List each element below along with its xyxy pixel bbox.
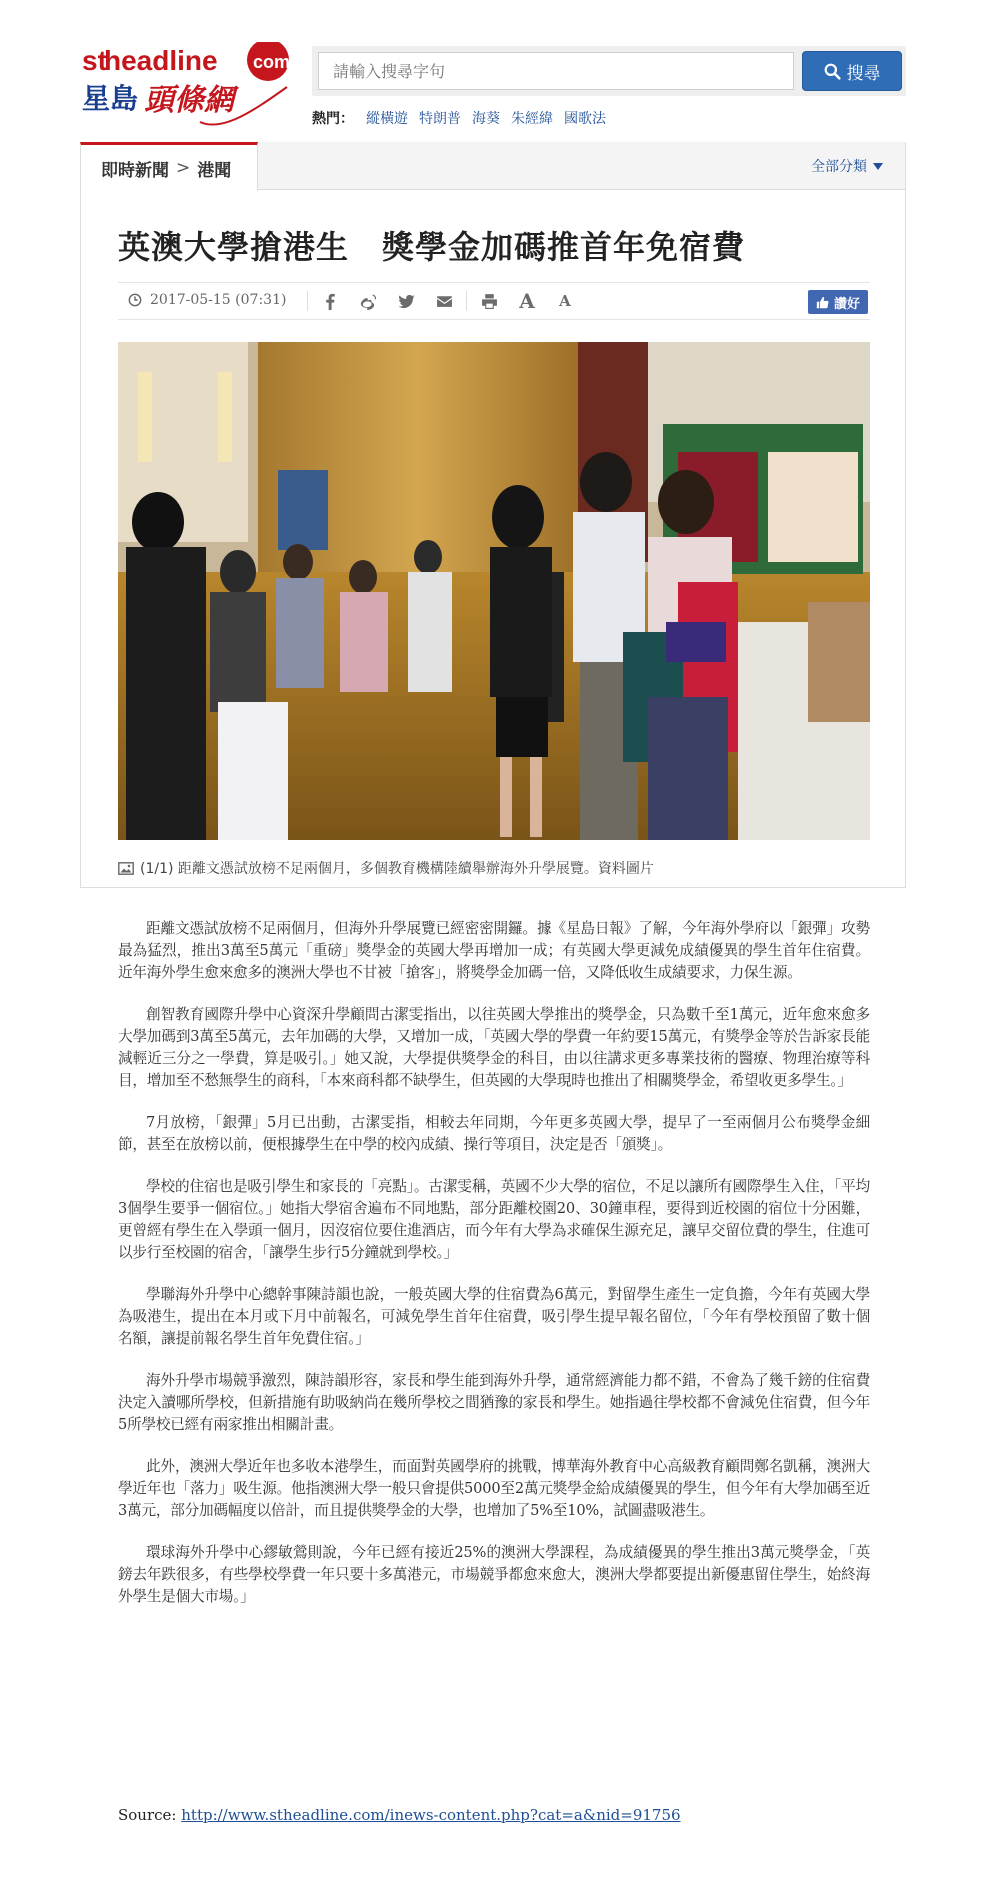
article-paragraph: 學校的住宿也是吸引學生和家長的「亮點」。古潔雯稱，英國不少大學的宿位，不足以讓所有國際學生入住，「平均3個學生要爭一個宿位。」她指大學宿舍遍布不同地點，部分距離校園20、30鐘車程，要得到近校園的宿位十分困難，更曾經有學生在入學頭一個月，因沒宿位要住進酒店，而今年有大學為求確保生源充足，讓早交留位費的學生，住進可以步行至校園的宿舍，「讓學生步行5分鐘就到學校。」 <box>118 1178 870 1261</box>
category-dropdown-label: 全部分類 <box>811 159 867 175</box>
hot-link[interactable]: 朱經緯 <box>511 111 553 127</box>
image-icon <box>118 862 134 875</box>
article-toolbar <box>118 282 870 320</box>
breadcrumb <box>80 142 258 191</box>
font-small-icon: A <box>559 292 571 310</box>
article-paragraph: 學聯海外升學中心總幹事陳詩韻也說，一般英國大學的住宿費為6萬元，對留學生產生一定負擔，今年有英國大學為吸港生，提出在本月或下月中前報名，可減免學生首年住宿費，吸引學生提早報名留位，「今年有學校預留了數十個名額，讓提前報名學生首年免費住宿。」 <box>118 1286 870 1347</box>
divider <box>307 291 308 311</box>
publish-date <box>128 292 286 308</box>
caption-text: (1/1) 距離文憑試放榜不足兩個月，多個教育機構陸續舉辦海外升學展覽。資料圖片 <box>140 861 654 877</box>
facebook-share-button[interactable] <box>311 283 349 319</box>
breadcrumb-separator: > <box>176 158 191 178</box>
source-link[interactable]: http://www.stheadline.com/inews-content.php?cat=a&nid=91756 <box>181 1806 681 1824</box>
article-paragraph: 創智教育國際升學中心資深升學顧問古潔雯指出，以往英國大學推出的獎學金，只為數千至1萬元，近年愈來愈多大學加碼到3萬至5萬元，去年加碼的大學，又增加一成，「英國大學的學費一年約要15萬元，有獎學金等於告訴家長能減輕近三分之一學費，算是吸引。」她又說，大學提供獎學金的科目，由以往講求更多專業技術的醫療、物理治療等科目，增加至不愁無學生的商科，「本來商科都不缺學生，但英國的大學現時也推出了相關獎學金，希望收更多學生。」 <box>118 1006 870 1089</box>
share-tools <box>304 283 584 319</box>
article-paragraph: 距離文憑試放榜不足兩個月，但海外升學展覽已經密密開鑼。據《星島日報》了解，今年海外學府以「銀彈」攻勢最為猛烈，推出3萬至5萬元「重磅」獎學金的英國大學再增加一成；有英國大學更減免成績優異的學生首年住宿費。近年海外學生愈來愈多的澳洲大學也不甘被「搶客」，將獎學金加碼一倍，又降低收生成績要求，力保生源。 <box>118 920 870 981</box>
twitter-icon <box>398 293 415 310</box>
svg-text:頭條網: 頭條網 <box>144 83 234 118</box>
weibo-share-button[interactable] <box>349 283 387 319</box>
weibo-icon <box>360 293 377 310</box>
search-button-label: 搜尋 <box>846 63 881 84</box>
site-logo[interactable] <box>82 42 292 134</box>
like-label: 讚好 <box>833 296 860 312</box>
article-photo[interactable] <box>118 342 870 840</box>
breadcrumb-bar <box>81 142 905 190</box>
caret-down-icon <box>873 163 883 170</box>
font-large-icon: A <box>519 289 535 313</box>
envelope-icon <box>436 293 453 310</box>
article-paragraph: 7月放榜，「銀彈」5月已出動，古潔雯指，相較去年同期，今年更多英國大學，提早了一至兩個月公布獎學金細節，甚至在放榜以前，便根據學生在中學的校內成績、操行等項目，決定是否「頒獎」。 <box>118 1114 870 1153</box>
hot-link[interactable]: 國歌法 <box>564 111 606 127</box>
category-dropdown[interactable] <box>811 156 883 176</box>
hot-topics <box>312 108 617 128</box>
source-line <box>118 1806 681 1824</box>
search-input[interactable] <box>318 52 794 90</box>
education-fair-photo <box>118 342 870 840</box>
breadcrumb-section[interactable]: 即時新聞 <box>101 160 169 181</box>
print-icon <box>481 293 498 310</box>
hot-link[interactable]: 海葵 <box>472 111 500 127</box>
publish-date-text: 2017-05-15 (07:31) <box>150 292 287 308</box>
twitter-share-button[interactable] <box>387 283 425 319</box>
article-paragraph: 海外升學市場競爭激烈，陳詩韻形容，家長和學生能到海外升學，通常經濟能力都不錯，不會為了幾千鎊的住宿費決定入讀哪所學校，但新措施有助吸納尚在幾所學校之間猶豫的家長和學生。她指過往學校都不會減免住宿費，但今年5所學校已經有兩家推出相關計畫。 <box>118 1372 870 1433</box>
font-decrease-button[interactable] <box>546 283 584 319</box>
hot-link[interactable]: 縱橫遊 <box>366 111 408 127</box>
search-button[interactable] <box>802 51 902 91</box>
search-icon <box>824 63 841 80</box>
breadcrumb-subsection[interactable]: 港聞 <box>197 160 232 181</box>
article-paragraph: 此外，澳洲大學近年也多收本港學生，而面對英國學府的挑戰，博華海外教育中心高級教育顧問鄭名凱稱，澳洲大學近年也「落力」吸生源。他指澳洲大學一般只會提供5000至2萬元獎學金給成績優異的學生，但今年有大學加碼至近3萬元，部分加碼幅度以倍計，而且提供獎學金的大學，也增加了5%至10%，試圖盡吸港生。 <box>118 1458 870 1519</box>
source-label: Source: <box>118 1806 182 1824</box>
photo-caption <box>118 858 654 878</box>
svg-text:headline: headline <box>104 45 218 76</box>
email-share-button[interactable] <box>425 283 463 319</box>
svg-text:星島: 星島 <box>82 82 139 115</box>
article-headline: 英澳大學搶港生 獎學金加碼推首年免宿費 <box>118 228 746 266</box>
article-paragraph: 環球海外升學中心繆敏鶯則說，今年已經有接近25%的澳洲大學課程，為成績優異的學生推出3萬元獎學金，「英鎊去年跌很多，有些學校學費一年只要十多萬港元，市場競爭都愈來愈大，澳洲大學都要提出新優惠留住學生，始終海外學生是個大市場。」 <box>118 1544 870 1605</box>
search-bar <box>312 46 906 96</box>
hot-link[interactable]: 特朗普 <box>419 111 461 127</box>
thumbs-up-icon <box>816 296 829 309</box>
divider <box>466 291 467 311</box>
print-button[interactable] <box>470 283 508 319</box>
facebook-like-button[interactable] <box>808 290 868 314</box>
clock-icon <box>128 293 142 307</box>
svg-text:st: st <box>82 45 107 76</box>
facebook-icon <box>322 293 339 310</box>
article-body <box>118 918 870 1628</box>
stheadline-logo-graphic <box>82 42 292 134</box>
svg-text:com: com <box>253 52 291 72</box>
hot-topics-label: 熱門： <box>312 111 354 127</box>
font-increase-button[interactable] <box>508 283 546 319</box>
